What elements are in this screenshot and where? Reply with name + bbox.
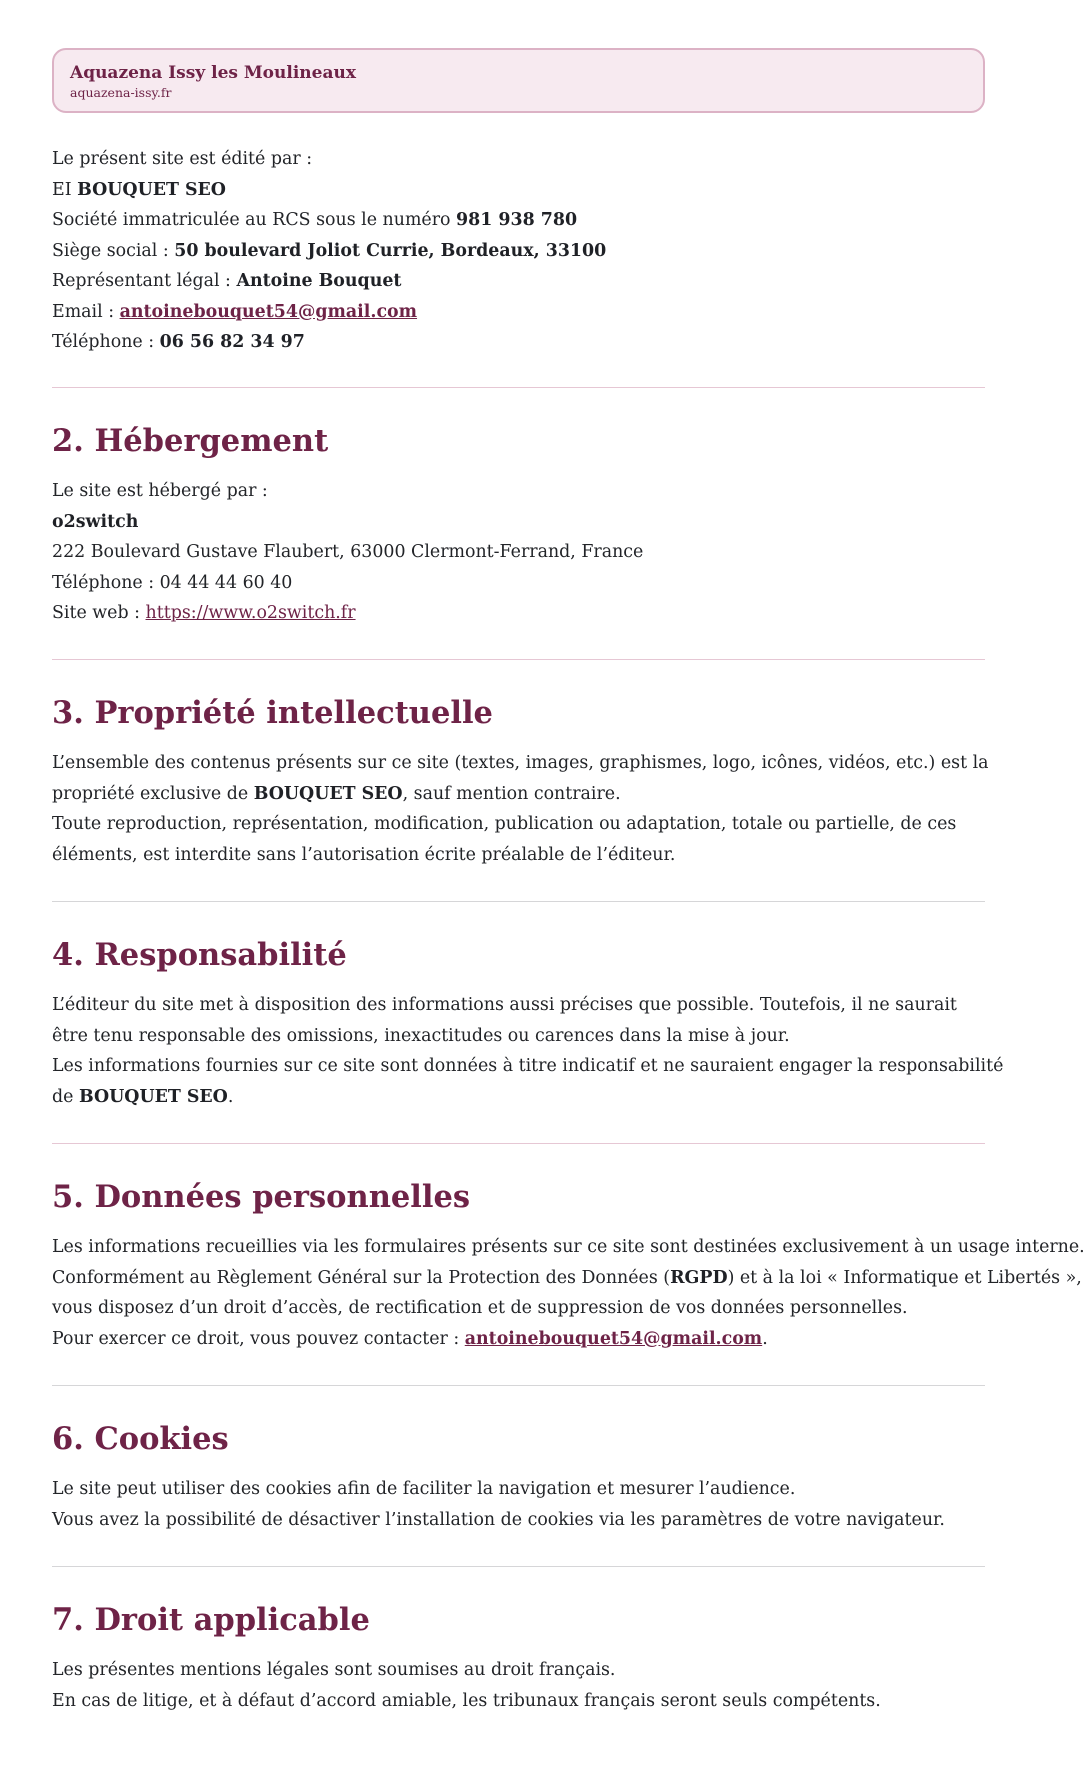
law-section: [52, 1655, 992, 1716]
editor-rep-name: Antoine Bouquet: [236, 271, 402, 291]
editor-intro: Le présent site est édité par :: [52, 149, 313, 169]
section-divider: [52, 1143, 985, 1144]
hosting-section: [52, 476, 992, 629]
cookies-title: 6. Cookies: [52, 1421, 229, 1457]
hosting-address: 222 Boulevard Gustave Flaubert, 63000 Clermont-Ferrand, France: [52, 542, 644, 562]
editor-email-line: Email : antoinebouquet54@gmail.com: [52, 301, 418, 322]
editor-rep-line: Représentant légal : Antoine Bouquet: [52, 271, 402, 291]
personal-data-paragraph-4: Pour exercer ce droit, vous pouvez contacter : antoinebouquet54@gmail.com.: [52, 1328, 768, 1349]
ip-paragraph-1: L’ensemble des contenus présents sur ce site (textes, images, graphismes, logo, icônes, vidéos, etc.) est la propriété exclusive de BOUQUET SEO, sauf mention contraire.: [52, 753, 989, 804]
personal-data-title: 5. Données personnelles: [52, 1179, 471, 1215]
site-name: Aquazena Issy les Moulineaux: [70, 63, 356, 83]
law-paragraph-1: Les présentes mentions légales sont soumises au droit français.: [52, 1660, 616, 1680]
cookies-paragraph-1: Le site peut utiliser des cookies afin de faciliter la navigation et mesurer l’audience.: [52, 1479, 796, 1499]
section-divider: [52, 387, 985, 388]
liability-section: [52, 990, 1004, 1112]
editor-phone-line: Téléphone : 06 56 82 34 97: [52, 332, 305, 352]
editor-hq-address: 50 boulevard Joliot Currie, Bordeaux, 33100: [174, 240, 607, 261]
editor-rcs-line: Société immatriculée au RCS sous le numéro 981 938 780: [52, 210, 578, 230]
hosting-phone: Téléphone : 04 44 44 60 40: [52, 572, 293, 593]
editor-phone: 06 56 82 34 97: [159, 332, 305, 352]
cookies-section: [52, 1474, 992, 1535]
ip-paragraph-2: Toute reproduction, représentation, modification, publication ou adaptation, totale ou partielle, de ces éléments, est interdite sans l’autorisation écrite préalable de l’éditeur.: [52, 814, 957, 865]
section-divider: [52, 659, 985, 660]
hosting-title: 2. Hébergement: [52, 423, 329, 459]
liability-paragraph-2a: Les informations fournies sur ce site sont données à titre indicatif et ne sauraient engager la responsabilité: [52, 1056, 1004, 1076]
editor-hq-line: Siège social : 50 boulevard Joliot Currie, Bordeaux, 33100: [52, 240, 607, 261]
personal-data-section: [52, 1232, 1085, 1354]
hosting-intro: Le site est hébergé par :: [52, 481, 268, 501]
site-domain: aquazena-issy.fr: [70, 85, 172, 100]
editor-company-line: EI BOUQUET SEO: [52, 179, 226, 200]
ip-section: [52, 748, 992, 870]
hosting-web-link[interactable]: https://www.o2switch.fr: [145, 603, 356, 623]
contact-email-link[interactable]: antoinebouquet54@gmail.com: [464, 1328, 763, 1349]
personal-data-paragraph-1: Les informations recueillies via les formulaires présents sur ce site sont destinées exclusivement à un usage interne.: [52, 1237, 1085, 1257]
section-divider: [52, 901, 985, 902]
liability-paragraph-1: L’éditeur du site met à disposition des informations aussi précises que possible. Toutefois, il ne saurait être tenu responsable des omissions, inexactitudes ou carences dans la mise à jour.: [52, 995, 957, 1046]
cookies-paragraph-2: Vous avez la possibilité de désactiver l’installation de cookies via les paramètres de votre navigateur.: [52, 1509, 945, 1530]
liability-title: 4. Responsabilité: [52, 937, 347, 973]
law-title: 7. Droit applicable: [52, 1602, 370, 1638]
editor-section: [52, 144, 992, 358]
editor-company: BOUQUET SEO: [77, 179, 226, 200]
editor-rcs-number: 981 938 780: [456, 210, 578, 230]
hosting-web-line: Site web : https://www.o2switch.fr: [52, 603, 356, 623]
editor-email-link[interactable]: antoinebouquet54@gmail.com: [119, 301, 418, 322]
law-paragraph-2: En cas de litige, et à défaut d’accord amiable, les tribunaux français seront seuls compétents.: [52, 1690, 881, 1711]
personal-data-paragraph-2: Conformément au Règlement Général sur la Protection des Données (RGPD) et à la loi « Informatique et Libertés »,: [52, 1267, 1082, 1288]
hosting-name: o2switch: [52, 511, 139, 532]
liability-paragraph-2b: de BOUQUET SEO.: [52, 1086, 234, 1107]
site-header-card[interactable]: [52, 48, 985, 113]
personal-data-paragraph-3: vous disposez d’un droit d’accès, de rectification et de suppression de vos données personnelles.: [52, 1298, 908, 1318]
ip-title: 3. Propriété intellectuelle: [52, 695, 493, 731]
section-divider: [52, 1566, 985, 1567]
section-divider: [52, 1385, 985, 1386]
